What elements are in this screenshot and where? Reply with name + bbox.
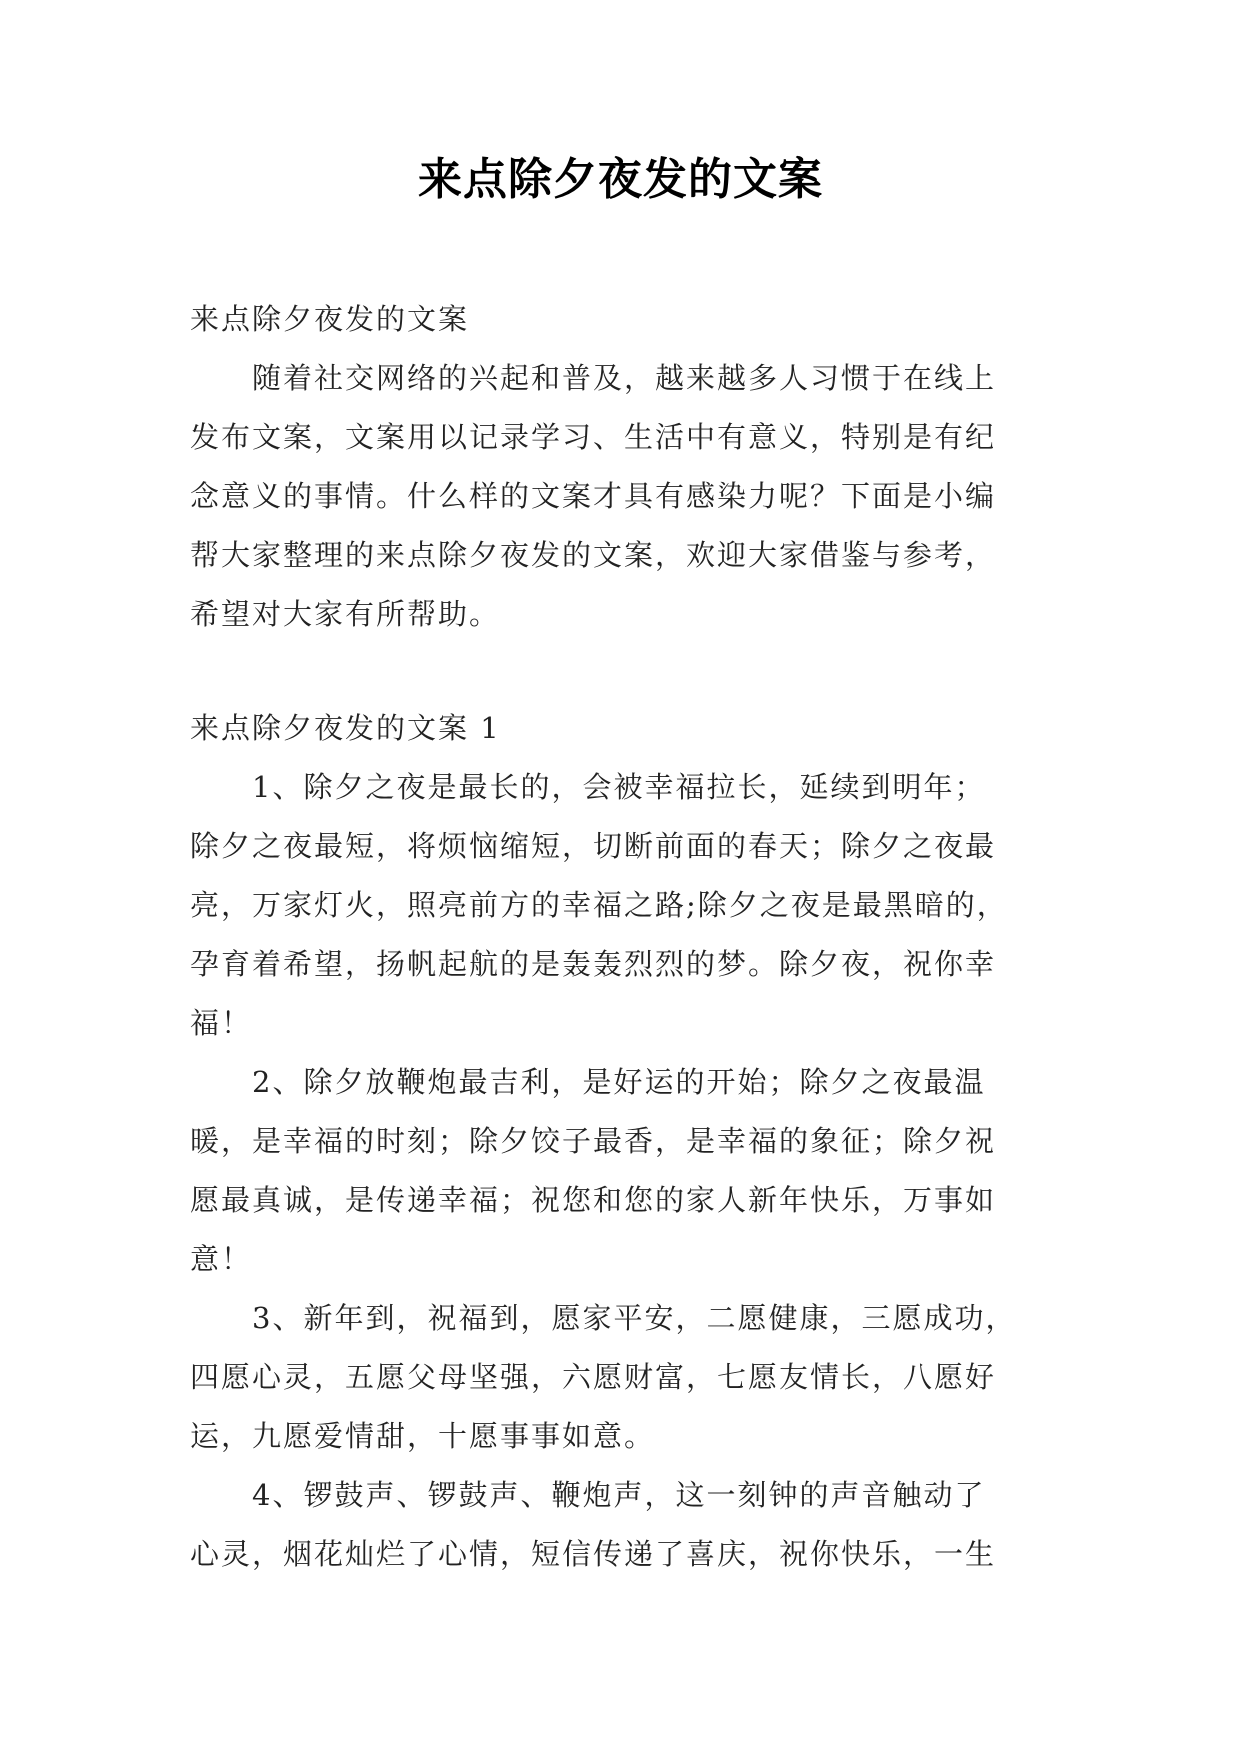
item-2-line: 意！ <box>190 1242 253 1276</box>
item-2-paragraph <box>190 1053 1060 1289</box>
item-1-line: 孕育着希望，扬帆起航的是轰轰烈烈的梦。除夕夜，祝你幸 <box>190 947 997 981</box>
item-1-paragraph <box>190 758 1060 1053</box>
intro-line: 发布文案，文案用以记录学习、生活中有意义，特别是有纪 <box>190 420 997 454</box>
item-1-line: 除夕之夜最短，将烦恼缩短，切断前面的春天；除夕之夜最 <box>190 829 997 863</box>
item-3-line: 四愿心灵，五愿父母坚强，六愿财富，七愿友情长，八愿好 <box>190 1360 997 1394</box>
item-4-paragraph <box>190 1466 1060 1584</box>
item-2-line: 2、除夕放鞭炮最吉利，是好运的开始；除夕之夜最温 <box>190 1065 986 1099</box>
intro-paragraph <box>190 349 1060 644</box>
document-body <box>190 290 1060 1584</box>
item-2-line: 暖，是幸福的时刻；除夕饺子最香，是幸福的象征；除夕祝 <box>190 1124 997 1158</box>
section-heading: 来点除夕夜发的文案 1 <box>190 711 501 745</box>
item-4-line: 心灵，烟花灿烂了心情，短信传递了喜庆，祝你快乐，一生 <box>190 1537 997 1571</box>
section-spacer <box>190 644 1060 699</box>
item-4-line: 4、锣鼓声、锣鼓声、鞭炮声，这一刻钟的声音触动了 <box>190 1478 986 1512</box>
intro-line: 念意义的事情。什么样的文案才具有感染力呢？下面是小编 <box>190 479 997 513</box>
item-1-line: 福！ <box>190 1006 253 1040</box>
item-3-line: 运，九愿爱情甜，十愿事事如意。 <box>190 1419 656 1453</box>
document-title: 来点除夕夜发的文案 <box>418 154 823 205</box>
item-2-line: 愿最真诚，是传递幸福；祝您和您的家人新年快乐，万事如 <box>190 1183 997 1217</box>
intro-line: 帮大家整理的来点除夕夜发的文案，欢迎大家借鉴与参考， <box>190 538 997 572</box>
item-3-paragraph <box>190 1289 1060 1466</box>
intro-line: 随着社交网络的兴起和普及，越来越多人习惯于在线上 <box>190 361 997 395</box>
intro-line: 希望对大家有所帮助。 <box>190 597 501 631</box>
item-3-line: 3、新年到，祝福到，愿家平安，二愿健康，三愿成功， <box>190 1301 1017 1335</box>
item-1-line: 1、除夕之夜是最长的，会被幸福拉长，延续到明年； <box>190 770 986 804</box>
subtitle-line: 来点除夕夜发的文案 <box>190 302 470 336</box>
item-1-line: 亮，万家灯火，照亮前方的幸福之路;除夕之夜是最黑暗的， <box>190 888 1008 922</box>
